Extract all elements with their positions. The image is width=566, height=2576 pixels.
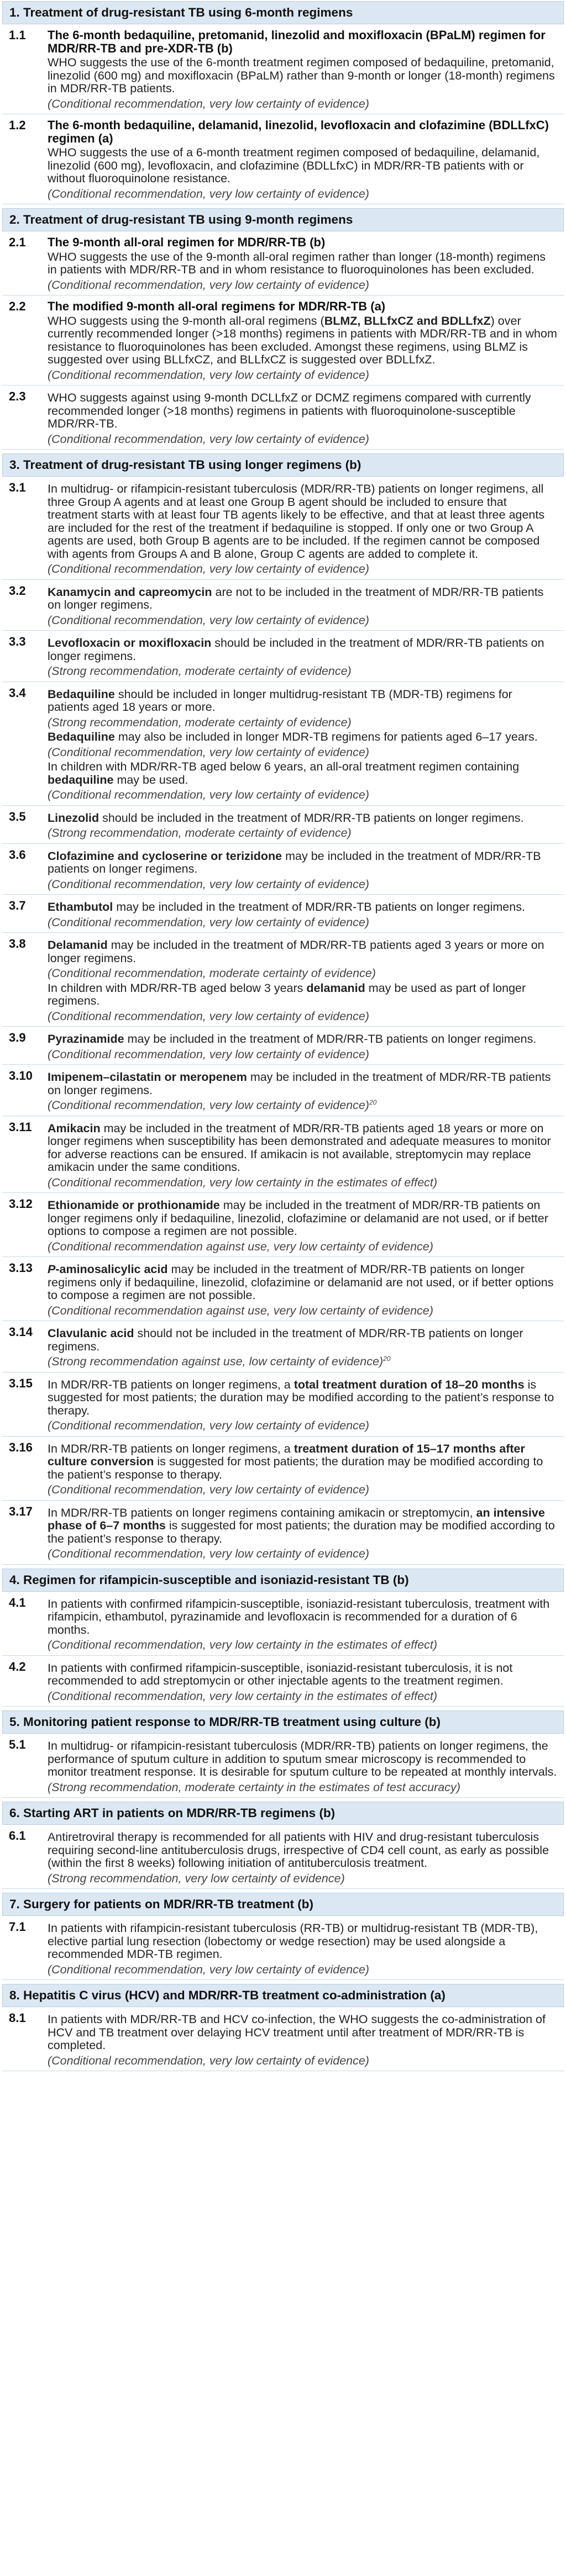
text-run: may be included in the treatment of MDR/RR-TB patients on longer regimens only if bedaquiline, linezolid, clofazimine or delamanid are not used, or if better options to compose a regimen are not possible. (48, 1263, 554, 1302)
text-run: Linezolid (48, 811, 99, 825)
recommendation-row (2, 2007, 564, 2071)
text-run: In patients with MDR/RR-TB and HCV co-infection, the WHO suggests the co-administration of HCV and TB treatment over delaying HCV treatment until after treatment of MDR/RR-TB is completed. (48, 2013, 546, 2052)
certainty-text: (Conditional recommendation, moderate certainty of evidence) (48, 967, 376, 980)
recommendation-text (48, 1598, 557, 1637)
certainty-text: (Conditional recommendation, very low certainty of evidence) (48, 915, 369, 929)
recommendation-body (48, 1738, 564, 1794)
text-run: may also be included in longer MDR-TB regimens for patients aged 6–17 years. (114, 730, 538, 743)
text-run: Antiretroviral therapy is recommended for all patients with HIV and drug-resistant tuberculosis requiring second-line antituberculosis drugs, irrespective of CD4 cell count, as early as possible (within the first 8 weeks) following initiation of antituberculosis treatment. (48, 1830, 549, 1870)
recommendation-row (2, 933, 564, 1027)
recommendation-text (48, 1199, 557, 1238)
text-run: may be included in the treatment of MDR/RR-TB patients aged 18 years or more on longer regimens when susceptibility has been demonstrated and adequate measures to monitor for adverse reactions can be ensured. If amikacin is not available, streptomycin may replace amikacin under the same conditions. (48, 1121, 551, 1174)
recommendation-number: 3.4 (9, 685, 26, 700)
text-run: may be included in the treatment of MDR/RR-TB patients on longer regimens. (48, 849, 541, 875)
footnote-ref: 20 (369, 1098, 377, 1106)
recommendation-text (48, 315, 557, 367)
recommendation-text (48, 688, 557, 714)
certainty-note (48, 1010, 557, 1023)
certainty-text: (Conditional recommendation, very low certainty of evidence) (48, 788, 369, 801)
text-run: bedaquiline (48, 773, 114, 786)
recommendation-body (48, 1326, 564, 1369)
text-run: delamanid (306, 981, 365, 995)
section-heading: 8. Hepatitis C virus (HCV) and MDR/RR-TB treatment co-administration (a) (2, 1984, 564, 2007)
text-run: an intensive phase of 6–7 months (48, 1506, 545, 1532)
recommendation-number: 4.1 (9, 1595, 26, 1609)
recommendation-row (2, 231, 564, 295)
text-run: P (48, 1263, 56, 1276)
text-run: BLMZ, BLLfxCZ and BDLLfxZ (324, 314, 491, 328)
recommendation-row (2, 114, 564, 204)
recommendation-body (48, 481, 564, 576)
certainty-note (48, 789, 557, 802)
certainty-note (48, 1484, 557, 1497)
recommendation-number: 3.7 (9, 899, 26, 912)
recommendation-text (48, 939, 557, 965)
section-heading: 1. Treatment of drug-resistant TB using 6-month regimens (2, 1, 564, 24)
text-run: is suggested for most patients; the duration may be modified according to the patient’s response to therapy. (48, 1455, 543, 1481)
certainty-text: (Conditional recommendation, very low certainty of evidence) (48, 2054, 369, 2067)
certainty-note (48, 967, 557, 980)
section-4 (2, 1569, 564, 1707)
recommendation-row (2, 1734, 564, 1798)
text-run: Ethionamide or prothionamide (48, 1199, 220, 1212)
section-heading: 2. Treatment of drug-resistant TB using 9-month regimens (2, 208, 564, 231)
text-run: Amikacin (48, 1121, 101, 1135)
certainty-text: (Conditional recommendation, very low certainty of evidence) (48, 368, 369, 382)
recommendation-text (48, 251, 557, 277)
text-run: WHO suggests the use of a 6-month treatment regimen composed of bedaquiline, delamanid, linezolid (600 mg), levofloxacin, and clofazimine (BDLLfxC) in MDR/RR-TB patients with or without fluoroquinolone resistance. (48, 146, 540, 185)
certainty-note (48, 665, 557, 678)
recommendation-text (48, 2013, 557, 2052)
text-run: In patients with confirmed rifampicin-susceptible, isoniazid-resistant tuberculosis, it is not recommended to add streptomycin or other injectable agents to the treatment regimen. (48, 1661, 513, 1687)
recommendation-text (48, 1443, 557, 1482)
certainty-text: (Conditional recommendation, very low certainty in the estimates of effect) (48, 1175, 438, 1189)
recommendation-text (48, 1327, 557, 1353)
recommendation-body (48, 119, 564, 200)
recommendation-body (48, 1441, 564, 1497)
text-run: Kanamycin and capreomycin (48, 585, 212, 599)
certainty-note (48, 1419, 557, 1433)
footnote-ref: 20 (383, 1354, 391, 1363)
certainty-note (48, 2055, 557, 2068)
certainty-note (48, 1176, 557, 1190)
certainty-text: (Strong recommendation, moderate certainty of evidence) (48, 826, 352, 840)
text-run: Clavulanic acid (48, 1327, 134, 1340)
certainty-text: (Conditional recommendation, very low certainty of evidence) (48, 1483, 369, 1496)
text-run: Clofazimine and cycloserine or terizidone (48, 849, 282, 863)
certainty-text: (Conditional recommendation, very low certainty of evidence) (48, 1009, 369, 1023)
recommendation-number: 3.5 (9, 809, 26, 824)
certainty-note (48, 1548, 557, 1561)
certainty-text: (Conditional recommendation, very low certainty of evidence) (48, 1547, 369, 1560)
text-run: should not be included in the treatment of MDR/RR-TB patients on longer regimens. (48, 1327, 523, 1353)
certainty-note (48, 1639, 557, 1652)
recommendation-body (48, 29, 564, 110)
section-1 (2, 1, 564, 204)
recommendation-text (48, 392, 557, 431)
recommendation-row (2, 24, 564, 114)
recommendation-body (48, 1031, 564, 1061)
section-heading: 5. Monitoring patient response to MDR/RR-TB treatment using culture (b) (2, 1711, 564, 1734)
recommendation-body (48, 1596, 564, 1652)
text-run: In MDR/RR-TB patients on longer regimens, a (48, 1377, 294, 1391)
recommendation-number: 7.1 (9, 1920, 26, 1934)
certainty-note (48, 614, 557, 627)
text-run: In MDR/RR-TB patients on longer regimens containing amikacin or streptomycin, (48, 1506, 476, 1519)
text-run: should be included in the treatment of MDR/RR-TB patients on longer regimens. (48, 636, 544, 663)
recommendation-number: 2.1 (9, 235, 26, 249)
certainty-note (48, 563, 557, 576)
recommendation-number: 4.2 (9, 1659, 26, 1674)
recommendation-number: 1.2 (9, 118, 26, 132)
recommendation-text (48, 1122, 557, 1174)
recommendation-body (48, 1261, 564, 1317)
recommendation-row (2, 631, 564, 682)
recommendation-body (48, 390, 564, 446)
certainty-text: (Conditional recommendation, very low certainty of evidence) (48, 97, 369, 110)
recommendation-text (48, 1922, 557, 1961)
recommendation-number: 3.6 (9, 847, 26, 862)
recommendation-row (2, 844, 564, 895)
section-3 (2, 453, 564, 1565)
text-run: -aminosalicylic acid (55, 1263, 168, 1276)
recommendation-text (48, 483, 557, 561)
section-5 (2, 1711, 564, 1798)
recommendation-body (48, 635, 564, 678)
certainty-text: (Conditional recommendation, very low certainty of evidence) (48, 562, 369, 576)
text-run: Bedaquiline (48, 687, 115, 701)
text-run: In multidrug- or rifampicin-resistant tuberculosis (MDR/RR-TB) patients on longer regimens, all three Group A agents and at least one Group B agent should be included to ensure that treatment starts with at least four TB agents likely to be effective, and that at least three agents are included for the rest of the treatment if bedaquiline is stopped. If only one or two Group A agents are used, both Group B agents are to be included. If the regimen cannot be composed with agents from Groups A and B alone, Group C agents are added to complete it. (48, 482, 545, 561)
recommendation-text (48, 1740, 557, 1779)
section-heading: 6. Starting ART in patients on MDR/RR-TB regimens (b) (2, 1802, 564, 1825)
recommendation-text (48, 731, 557, 744)
recommendation-body (48, 937, 564, 1023)
certainty-text: (Conditional recommendation, very low certainty of evidence) (48, 745, 369, 759)
certainty-note (48, 188, 557, 201)
recommendation-number: 1.1 (9, 28, 26, 42)
recommendation-row (2, 1065, 564, 1116)
recommendation-body (48, 1505, 564, 1561)
text-run: is suggested for most patients; the duration may be modified according to the patient’s response to therapy. (48, 1519, 555, 1545)
recommendation-number: 5.1 (9, 1738, 26, 1751)
recommendation-number: 2.3 (9, 389, 26, 403)
recommendation-text (48, 1033, 557, 1046)
recommendation-number: 3.12 (9, 1197, 33, 1211)
recommendation-row (2, 477, 564, 580)
text-run: In patients with confirmed rifampicin-susceptible, isoniazid-resistant tuberculosis, treatment with rifampicin, ethambutol, pyrazinamide and levofloxacin is recommended for a duration of 6 months. (48, 1597, 550, 1637)
text-run: is suggested for most patients; the duration may be modified according to the patient’s response to therapy. (48, 1377, 554, 1417)
recommendation-text (48, 812, 557, 825)
recommendation-text (48, 1071, 557, 1097)
recommendation-body (48, 1069, 564, 1112)
certainty-note (48, 1099, 557, 1112)
certainty-note (48, 916, 557, 930)
recommendation-text (48, 56, 557, 96)
recommendation-number: 6.1 (9, 1829, 26, 1843)
recommendation-number: 3.9 (9, 1031, 26, 1044)
recommendation-number: 3.3 (9, 635, 26, 648)
section-2 (2, 208, 564, 450)
recommendation-row (2, 1257, 564, 1321)
recommendation-text (48, 850, 557, 876)
recommendation-text (48, 901, 557, 914)
recommendation-row (2, 1592, 564, 1656)
certainty-note (48, 746, 557, 759)
recommendation-body (48, 1121, 564, 1190)
text-run: may be included in the treatment of MDR/RR-TB patients on longer regimens. (48, 1070, 551, 1097)
recommendation-row (2, 1437, 564, 1501)
recommendation-number: 8.1 (9, 2011, 26, 2025)
text-run: WHO suggests the use of the 6-month treatment regimen composed of bedaquiline, pretomanid, linezolid (600 mg) and moxifloxacin (BPaLM) rather than 9-month or longer (18-month) regimens in MDR/RR-TB patients. (48, 56, 555, 95)
certainty-note (48, 433, 557, 446)
recommendation-row (2, 295, 564, 386)
recommendation-number: 3.8 (9, 937, 26, 951)
text-run: Bedaquiline (48, 730, 115, 743)
recommendation-body (48, 1920, 564, 1976)
recommendation-text (48, 637, 557, 663)
certainty-text: (Strong recommendation, moderate certainty in the estimates of test accuracy) (48, 1780, 460, 1794)
certainty-text: (Strong recommendation, moderate certainty of evidence) (48, 715, 352, 729)
text-run: Ethambutol (48, 900, 113, 914)
section-6 (2, 1802, 564, 1889)
recommendation-row (2, 1825, 564, 1889)
recommendation-row (2, 1656, 564, 1707)
recommendation-number: 3.11 (9, 1120, 32, 1134)
recommendation-title: The 6-month bedaquiline, pretomanid, linezolid and moxifloxacin (BPaLM) regimen for MDR/RR-TB and pre-XDR-TB (b) (48, 28, 546, 55)
certainty-note (48, 1355, 557, 1369)
certainty-text: (Strong recommendation, very low certainty of evidence) (48, 1871, 345, 1885)
recommendation-text (48, 1507, 557, 1546)
recommendation-row (2, 580, 564, 631)
certainty-text: (Conditional recommendation, very low certainty of evidence) (48, 613, 369, 627)
recommendation-number: 3.15 (9, 1376, 33, 1390)
recommendation-number: 3.16 (9, 1440, 33, 1454)
recommendation-row (2, 682, 564, 806)
recommendation-row (2, 1501, 564, 1565)
certainty-text: (Conditional recommendation, very low certainty of evidence) (48, 1419, 369, 1432)
recommendation-row (2, 1116, 564, 1194)
recommendation-number: 3.14 (9, 1325, 33, 1339)
section-8 (2, 1984, 564, 2071)
text-run: may be included in the treatment of MDR/RR-TB patients on longer regimens. (113, 900, 525, 914)
recommendation-body (48, 810, 564, 840)
text-run: treatment duration of 15–17 months after culture conversion (48, 1442, 525, 1468)
recommendation-text (48, 1662, 557, 1688)
section-heading: 4. Regimen for rifampicin-susceptible and isoniazid-resistant TB (b) (2, 1569, 564, 1592)
recommendation-number: 3.2 (9, 583, 26, 598)
recommendation-title: The modified 9-month all-oral regimens for MDR/RR-TB (a) (48, 299, 386, 313)
recommendation-text (48, 1379, 557, 1418)
certainty-text: (Conditional recommendation, very low certainty of evidence) (48, 1047, 369, 1061)
recommendation-body (48, 2012, 564, 2067)
certainty-note (48, 1872, 557, 1886)
section-7 (2, 1893, 564, 1980)
recommendation-body (48, 236, 564, 292)
certainty-note (48, 1048, 557, 1062)
text-run: may be used. (113, 773, 188, 786)
certainty-note (48, 369, 557, 382)
certainty-text: (Conditional recommendation against use, very low certainty of evidence) (48, 1239, 433, 1253)
recommendation-number: 3.13 (9, 1261, 33, 1275)
certainty-text: (Conditional recommendation, very low certainty of evidence) (48, 432, 369, 446)
recommendation-number: 3.17 (9, 1504, 33, 1518)
recommendation-number: 3.10 (9, 1069, 33, 1083)
text-run: ) over currently recommended longer (>18 months) regimens in patients with MDR/RR-TB and in whom resistance to fluoroquinolones has been excluded. Amongst these regimens, using BLMZ is suggested over using BLLfxCZ, and BLLfxCZ is suggested over BDLLfxZ. (48, 314, 557, 366)
text-run: WHO suggests against using 9-month DCLLfxZ or DCMZ regimens compared with currently recommended longer (>18 months) regimens in patients with fluoroquinolone-susceptible MDR/RR-TB. (48, 391, 531, 430)
recommendation-row (2, 1321, 564, 1373)
recommendation-row (2, 1916, 564, 1980)
recommendation-row (2, 386, 564, 450)
recommendation-body (48, 1660, 564, 1703)
recommendation-body (48, 899, 564, 929)
recommendation-title: The 6-month bedaquiline, delamanid, linezolid, levofloxacin and clofazimine (BDLLfxC) regimen (a) (48, 118, 549, 145)
recommendation-title: The 9-month all-oral regimen for MDR/RR-TB (b) (48, 235, 326, 249)
recommendation-text (48, 146, 557, 186)
text-run: In multidrug- or rifampicin-resistant tuberculosis (MDR/RR-TB) patients on longer regimens, the performance of sputum culture in addition to sputum smear microscopy is recommended to monitor treatment response. It is desirable for sputum culture to be repeated at monthly intervals. (48, 1739, 557, 1778)
certainty-note (48, 98, 557, 111)
recommendation-body (48, 848, 564, 891)
text-run: In MDR/RR-TB patients on longer regimens, a (48, 1442, 294, 1455)
certainty-text: (Conditional recommendation, very low certainty of evidence) (48, 877, 369, 891)
recommendation-body (48, 1377, 564, 1433)
section-heading: 7. Surgery for patients on MDR/RR-TB treatment (b) (2, 1893, 564, 1916)
text-run: may be used as part of longer regimens. (48, 981, 526, 1007)
recommendation-row (2, 895, 564, 933)
certainty-text: (Conditional recommendation, very low certainty in the estimates of effect) (48, 1638, 438, 1651)
recommendation-text (48, 1831, 557, 1870)
certainty-note (48, 1963, 557, 1977)
recommendation-number: 2.2 (9, 299, 26, 313)
text-run: Pyrazinamide (48, 1032, 124, 1046)
recommendation-text (48, 586, 557, 612)
certainty-text: (Conditional recommendation, very low certainty of evidence) (48, 1099, 369, 1112)
recommendation-body (48, 1197, 564, 1253)
text-run: are not to be included in the treatment of MDR/RR-TB patients on longer regimens. (48, 585, 544, 611)
recommendation-body (48, 1829, 564, 1885)
certainty-note (48, 827, 557, 840)
text-run: should be included in the treatment of MDR/RR-TB patients on longer regimens. (99, 811, 524, 825)
certainty-note (48, 1781, 557, 1794)
certainty-text: (Conditional recommendation, very low certainty in the estimates of effect) (48, 1689, 438, 1703)
text-run: may be included in the treatment of MDR/RR-TB patients on longer regimens only if bedaquiline, linezolid, clofazimine or delamanid are not used, or if better options to compose a regimen are not possible. (48, 1199, 548, 1238)
certainty-note (48, 1690, 557, 1703)
recommendation-row (2, 1373, 564, 1437)
section-heading: 3. Treatment of drug-resistant TB using longer regimens (b) (2, 453, 564, 477)
text-run: may be included in the treatment of MDR/RR-TB patients aged 3 years or more on longer regimens. (48, 938, 544, 965)
text-run: Levofloxacin or moxifloxacin (48, 636, 212, 650)
certainty-text: (Conditional recommendation against use, very low certainty of evidence) (48, 1303, 433, 1317)
text-run: total treatment duration of 18–20 months (294, 1377, 525, 1391)
recommendation-row (2, 1027, 564, 1065)
text-run: In children with MDR/RR-TB aged below 3 years (48, 981, 307, 995)
recommendation-number: 3.1 (9, 481, 26, 494)
certainty-text: (Conditional recommendation, very low certainty of evidence) (48, 278, 369, 292)
text-run: In children with MDR/RR-TB aged below 6 years, an all-oral treatment regimen containing (48, 760, 520, 773)
certainty-text: (Strong recommendation, moderate certainty of evidence) (48, 664, 352, 678)
text-run: Delamanid (48, 938, 108, 952)
recommendation-text (48, 761, 557, 786)
text-run: WHO suggests the use of the 9-month all-oral regimen rather than longer (18-month) regimens in patients with MDR/RR-TB and in whom resistance to fluoroquinolones has been excluded. (48, 250, 546, 276)
certainty-note (48, 1241, 557, 1254)
certainty-text: (Conditional recommendation, very low certainty of evidence) (48, 1962, 369, 1976)
recommendation-body (48, 300, 564, 382)
text-run: WHO suggests using the 9-month all-oral regimens ( (48, 314, 324, 328)
certainty-note (48, 1305, 557, 1318)
text-run: should be included in longer multidrug-resistant TB (MDR-TB) regimens for patients aged 18 years or more. (48, 687, 512, 714)
recommendation-text (48, 1263, 557, 1302)
recommendation-body (48, 584, 564, 627)
certainty-text: (Strong recommendation against use, low certainty of evidence) (48, 1355, 384, 1368)
text-run: In patients with rifampicin-resistant tuberculosis (RR-TB) or multidrug-resistant TB (MDR-TB), elective partial lung resection (lobectomy or wedge resection) may be used alongside a recommended MDR-TB regimen. (48, 1922, 538, 1961)
certainty-note (48, 878, 557, 891)
text-run: Imipenem–cilastatin or meropenem (48, 1070, 247, 1084)
certainty-note (48, 279, 557, 292)
certainty-text: (Conditional recommendation, very low certainty of evidence) (48, 187, 369, 200)
recommendation-text (48, 982, 557, 1008)
recommendation-body (48, 687, 564, 802)
recommendation-row (2, 1193, 564, 1257)
recommendation-row (2, 806, 564, 844)
text-run: may be included in the treatment of MDR/RR-TB patients on longer regimens. (124, 1032, 537, 1046)
certainty-note (48, 716, 557, 730)
